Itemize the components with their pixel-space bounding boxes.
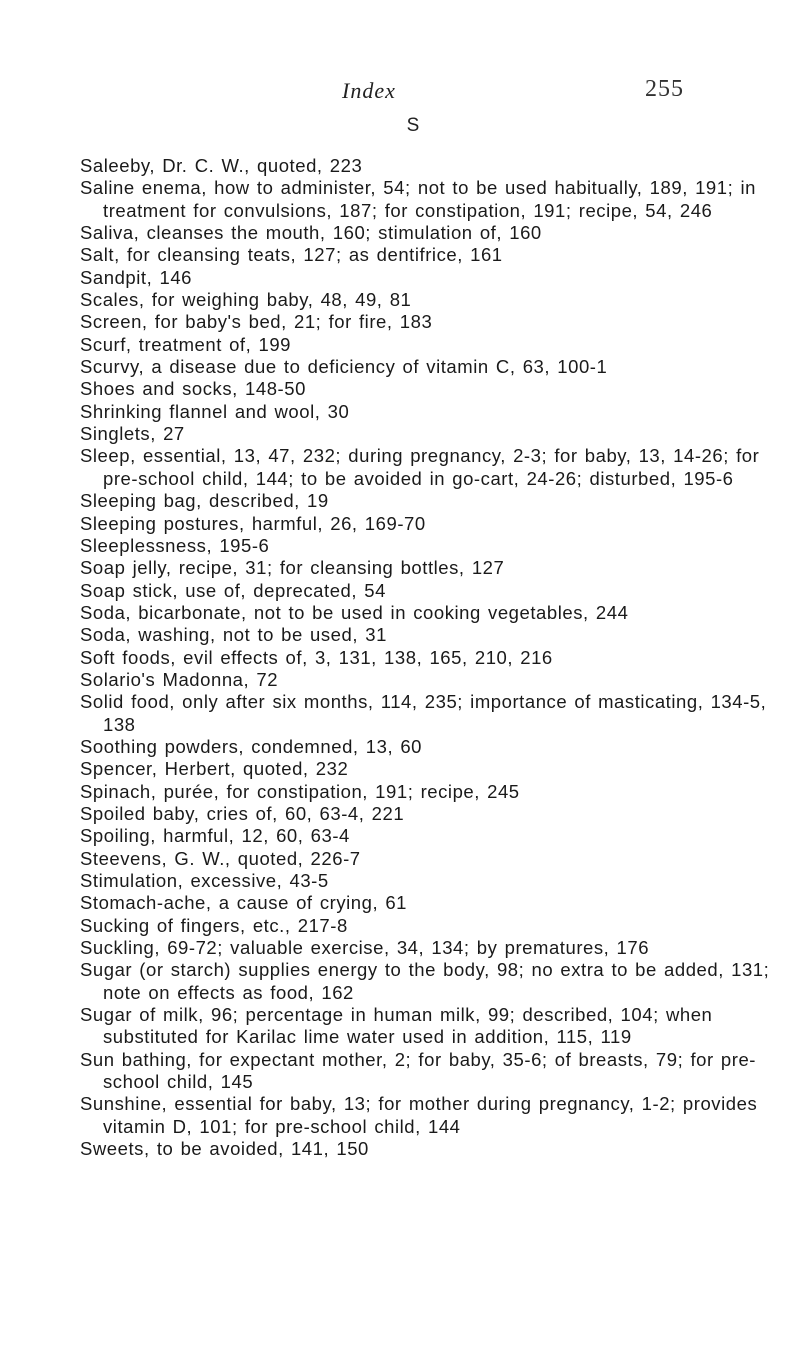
page-header bbox=[0, 78, 800, 108]
page-number: 255 bbox=[645, 76, 684, 102]
index-entry-sweets: Sweets, to be avoided, 141, 150 bbox=[80, 1138, 369, 1160]
index-entry-sleeping-postures: Sleeping postures, harmful, 26, 169-70 bbox=[80, 512, 426, 534]
index-entry-shoes-and-socks: Shoes and socks, 148-50 bbox=[80, 378, 306, 400]
index-entry-spinach: Spinach, purée, for constipation, 191; recipe, 245 bbox=[80, 780, 520, 802]
index-entry-scurvy: Scurvy, a disease due to deficiency of vitamin C, 63, 100-1 bbox=[80, 356, 608, 378]
index-entry-sandpit: Sandpit, 146 bbox=[80, 266, 192, 288]
section-letter-heading: S bbox=[406, 115, 420, 136]
index-entry-spoiled-baby: Spoiled baby, cries of, 60, 63-4, 221 bbox=[80, 802, 405, 824]
index-entry-suckling: Suckling, 69-72; valuable exercise, 34, 134; by prematures, 176 bbox=[80, 937, 650, 959]
index-entry-sunshine: Sunshine, essential for baby, 13; for mother during pregnancy, 1-2; provides vitamin D, 101; for pre-school child, 144 bbox=[80, 1093, 758, 1137]
index-entry-saline-enema: Saline enema, how to administer, 54; not to be used habitually, 189, 191; in treatment for convulsions, 187; for constipation, 191; recipe, 54, 246 bbox=[80, 177, 756, 221]
index-entry-salt: Salt, for cleansing teats, 127; as dentifrice, 161 bbox=[80, 244, 503, 266]
index-entry-saleeby: Saleeby, Dr. C. W., quoted, 223 bbox=[80, 155, 363, 176]
index-entry-sun-bathing: Sun bathing, for expectant mother, 2; for baby, 35-6; of breasts, 79; for pre-school child, 145 bbox=[80, 1048, 756, 1093]
index-entry-soap-stick: Soap stick, use of, deprecated, 54 bbox=[80, 579, 386, 601]
index-entry-sugar-or-starch: Sugar (or starch) supplies energy to the body, 98; no extra to be added, 131; note on effects as food, 162 bbox=[80, 959, 770, 1003]
index-entry-sleep: Sleep, essential, 13, 47, 232; during pregnancy, 2-3; for baby, 13, 14-26; for pre-school child, 144; to be avoided in go-cart, 24-26; disturbed, 195-6 bbox=[80, 445, 760, 489]
index-entry-list bbox=[80, 155, 770, 1160]
index-entry-scales: Scales, for weighing baby, 48, 49, 81 bbox=[80, 289, 412, 311]
index-entry-sleeplessness: Sleeplessness, 195-6 bbox=[80, 534, 270, 556]
index-entry-singlets: Singlets, 27 bbox=[80, 423, 185, 445]
index-entry-soft-foods: Soft foods, evil effects of, 3, 131, 138, 165, 210, 216 bbox=[80, 646, 553, 668]
index-entry-scurf: Scurf, treatment of, 199 bbox=[80, 333, 292, 355]
index-entry-stomach-ache: Stomach-ache, a cause of crying, 61 bbox=[80, 892, 408, 914]
index-entry-sleeping-bag: Sleeping bag, described, 19 bbox=[80, 490, 329, 512]
index-entry-sugar-of-milk: Sugar of milk, 96; percentage in human milk, 99; described, 104; when substituted for Karilac lime water used in addition, 115, 119 bbox=[80, 1004, 713, 1048]
index-entry-solarios-madonna: Solario's Madonna, 72 bbox=[80, 668, 279, 690]
index-entry-spoiling: Spoiling, harmful, 12, 60, 63-4 bbox=[80, 825, 350, 847]
index-entry-soap-jelly: Soap jelly, recipe, 31; for cleansing bottles, 127 bbox=[80, 557, 505, 579]
index-entry-stimulation: Stimulation, excessive, 43-5 bbox=[80, 870, 329, 891]
index-entry-spencer-herbert: Spencer, Herbert, quoted, 232 bbox=[80, 758, 349, 780]
index-entry-screen: Screen, for baby's bed, 21; for fire, 183 bbox=[80, 311, 433, 333]
index-entry-soda-bicarbonate: Soda, bicarbonate, not to be used in cooking vegetables, 244 bbox=[80, 601, 629, 623]
index-entry-sucking-of-fingers: Sucking of fingers, etc., 217-8 bbox=[80, 914, 348, 936]
index-entry-solid-food: Solid food, only after six months, 114, 235; importance of masticating, 134-5, 138 bbox=[80, 691, 767, 735]
index-entry-shrinking-flannel: Shrinking flannel and wool, 30 bbox=[80, 400, 350, 422]
index-entry-saliva: Saliva, cleanses the mouth, 160; stimulation of, 160 bbox=[80, 222, 542, 244]
index-entry-steevens: Steevens, G. W., quoted, 226-7 bbox=[80, 847, 361, 869]
index-entry-soothing-powders: Soothing powders, condemned, 13, 60 bbox=[80, 735, 423, 757]
running-head-title: Index bbox=[342, 78, 396, 103]
index-entry-soda-washing: Soda, washing, not to be used, 31 bbox=[80, 624, 387, 646]
